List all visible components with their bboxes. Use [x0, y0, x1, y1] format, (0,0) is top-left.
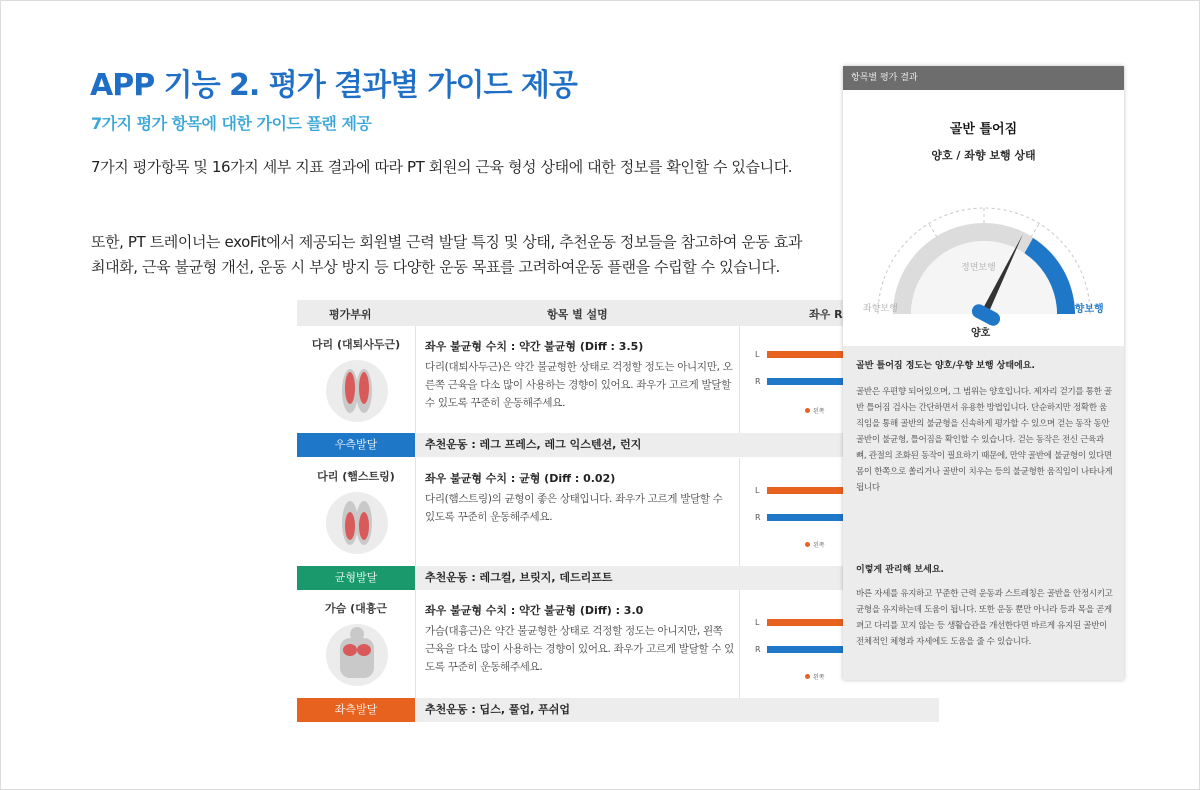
page-title: APP 기능 2. 평가 결과별 가이드 제공 — [90, 68, 577, 103]
desc-cell — [417, 458, 740, 566]
part-name: 다리 (햄스트링) — [317, 470, 395, 483]
part-cell — [297, 590, 416, 698]
chart-legend: 왼쪽 — [805, 672, 825, 681]
hamstring-illustration-icon — [326, 492, 388, 554]
guide-heading-1: 골반 틀어짐 정도는 양호/우향 보행 상태에요. — [856, 361, 1035, 371]
intro-paragraph: 7가지 평가항목 및 16가지 세부 지표 결과에 따라 PT 회원의 근육 형성 상태에 대한 정보를 확인할 수 있습니다. — [91, 158, 793, 176]
chart-label-l: L — [755, 618, 760, 627]
imbalance-description: 다리(햄스트링)의 균형이 좋은 상태입니다. 좌우가 고르게 발달할 수 있도록 꾸준히 운동해주세요. — [425, 493, 723, 523]
panel-title: 골반 틀어짐 — [949, 122, 1018, 137]
desc-cell — [417, 326, 740, 434]
chart-label-r: R — [755, 513, 761, 522]
result-panel — [843, 66, 1124, 680]
header-part: 평가부위 — [329, 308, 372, 321]
desc-cell — [417, 590, 740, 698]
imbalance-description: 다리(대퇴사두근)은 약간 불균형한 상태로 걱정할 정도는 아니지만, 오른쪽 근육을 다소 많이 사용하는 경향이 있어요. 좌우가 고르게 발달할 수 있도록 꾸준히 운동해주세요. — [425, 361, 733, 409]
part-cell — [297, 458, 416, 566]
part-name: 다리 (대퇴사두근) — [311, 338, 401, 351]
part-name: 가슴 (대흉근 — [325, 602, 387, 615]
status-badge: 우측발달 — [297, 433, 415, 457]
header-desc: 항목 별 설명 — [547, 308, 608, 321]
chart-legend: 왼쪽 — [805, 540, 825, 549]
page-subtitle: 7가지 평가 항목에 대한 가이드 플랜 제공 — [91, 114, 372, 133]
chart-legend: 왼쪽 — [805, 406, 825, 415]
quadriceps-illustration-icon — [326, 360, 388, 422]
guide-text-2: 바른 자세를 유지하고 꾸준한 근력 운동과 스트레칭은 골반을 안정시키고 균형을 유지하는데 도움이 됩니다. 또한 운동 뿐만 아니라 등과 목을 곧게 펴고 다리를 꼬지 않는 등 생활습관을 개선한다면 바르게 유지된 골반이 전체적인 체형과 자세에도 도움을 줄 수 있습니다. — [856, 589, 1113, 647]
recommend-exercise: 추천운동 : 레그컬, 브릿지, 데드리프트 — [415, 566, 939, 590]
chart-label-r: R — [755, 645, 761, 654]
imbalance-description: 가슴(대흉근)은 약간 불균형한 상태로 걱정할 정도는 아니지만, 왼쪽 근육을 다소 많이 사용하는 경향이 있어요. 좌우가 고르게 발달할 수 있도록 꾸준히 운동해주세요. — [425, 625, 735, 673]
panel-guide-box — [843, 346, 1124, 680]
detail-paragraph: 또한, PT 트레이너는 exoFit에서 제공되는 회원별 근력 발달 특징 및 상태, 추천운동 정보들을 참고하여 운동 효과 최대화, 근육 불균형 개선, 운동 시 부상 방지 등 다양한 운동 목표를 고려하여운동 플랜을 수립할 수 있습니다. — [91, 233, 803, 276]
recommend-exercise: 추천운동 : 레그 프레스, 레그 익스텐션, 런지 — [415, 433, 939, 457]
status-badge: 좌측발달 — [297, 698, 415, 722]
panel-status: 양호 / 좌향 보행 상태 — [931, 149, 1036, 162]
gauge-label-center: 정면보행 — [961, 263, 996, 273]
gauge-label-right: 우향보행 — [1065, 304, 1104, 315]
chest-illustration-icon — [326, 624, 388, 686]
imbalance-title: 좌우 불균형 수치 : 약간 불균형 (Diff : 3.5) — [425, 340, 644, 353]
pelvis-gauge — [843, 176, 1124, 346]
gauge-zone-good: 양호 — [971, 328, 991, 339]
gauge-label-left: 좌향보행 — [863, 304, 898, 314]
part-cell — [297, 326, 416, 434]
panel-header: 항목별 평가 결과 — [843, 66, 1124, 90]
chart-label-l: L — [755, 486, 760, 495]
guide-heading-2: 이렇게 관리해 보세요. — [856, 565, 944, 575]
chart-label-l: L — [755, 350, 760, 359]
imbalance-title: 좌우 불균형 수치 : 균형 (Diff : 0.02) — [425, 472, 616, 485]
status-badge: 균형발달 — [297, 566, 415, 590]
chart-label-r: R — [755, 377, 761, 386]
header-chart: 좌우 R — [809, 308, 843, 321]
guide-text-1: 골반은 우편향 되어있으며, 그 범위는 양호입니다. 제자리 걷기를 통한 골반 틀어짐 검사는 간단하면서 유용한 방법입니다. 단순하지만 정확한 움직임을 통해 골반의 불균형을 신속하게 평가할 수 있으며 걷는 동작 동안 골반이 불균형, 틀어짐을 확인할 수 있습니다. 걷는 동작은 전신 근육과 뼈, 관절의 조화된 동작이 필요하기 때문에, 만약 골반에 불균형이 있다면 몸이 한쪽으로 쏠리거나 골반이 치우는 등의 불균형한 움직임이 나타나게 됩니다 — [856, 387, 1113, 493]
recommend-exercise: 추천운동 : 딥스, 풀업, 푸쉬업 — [415, 698, 939, 722]
imbalance-title: 좌우 불균형 수치 : 약간 불균형 (Diff) : 3.0 — [425, 604, 644, 617]
